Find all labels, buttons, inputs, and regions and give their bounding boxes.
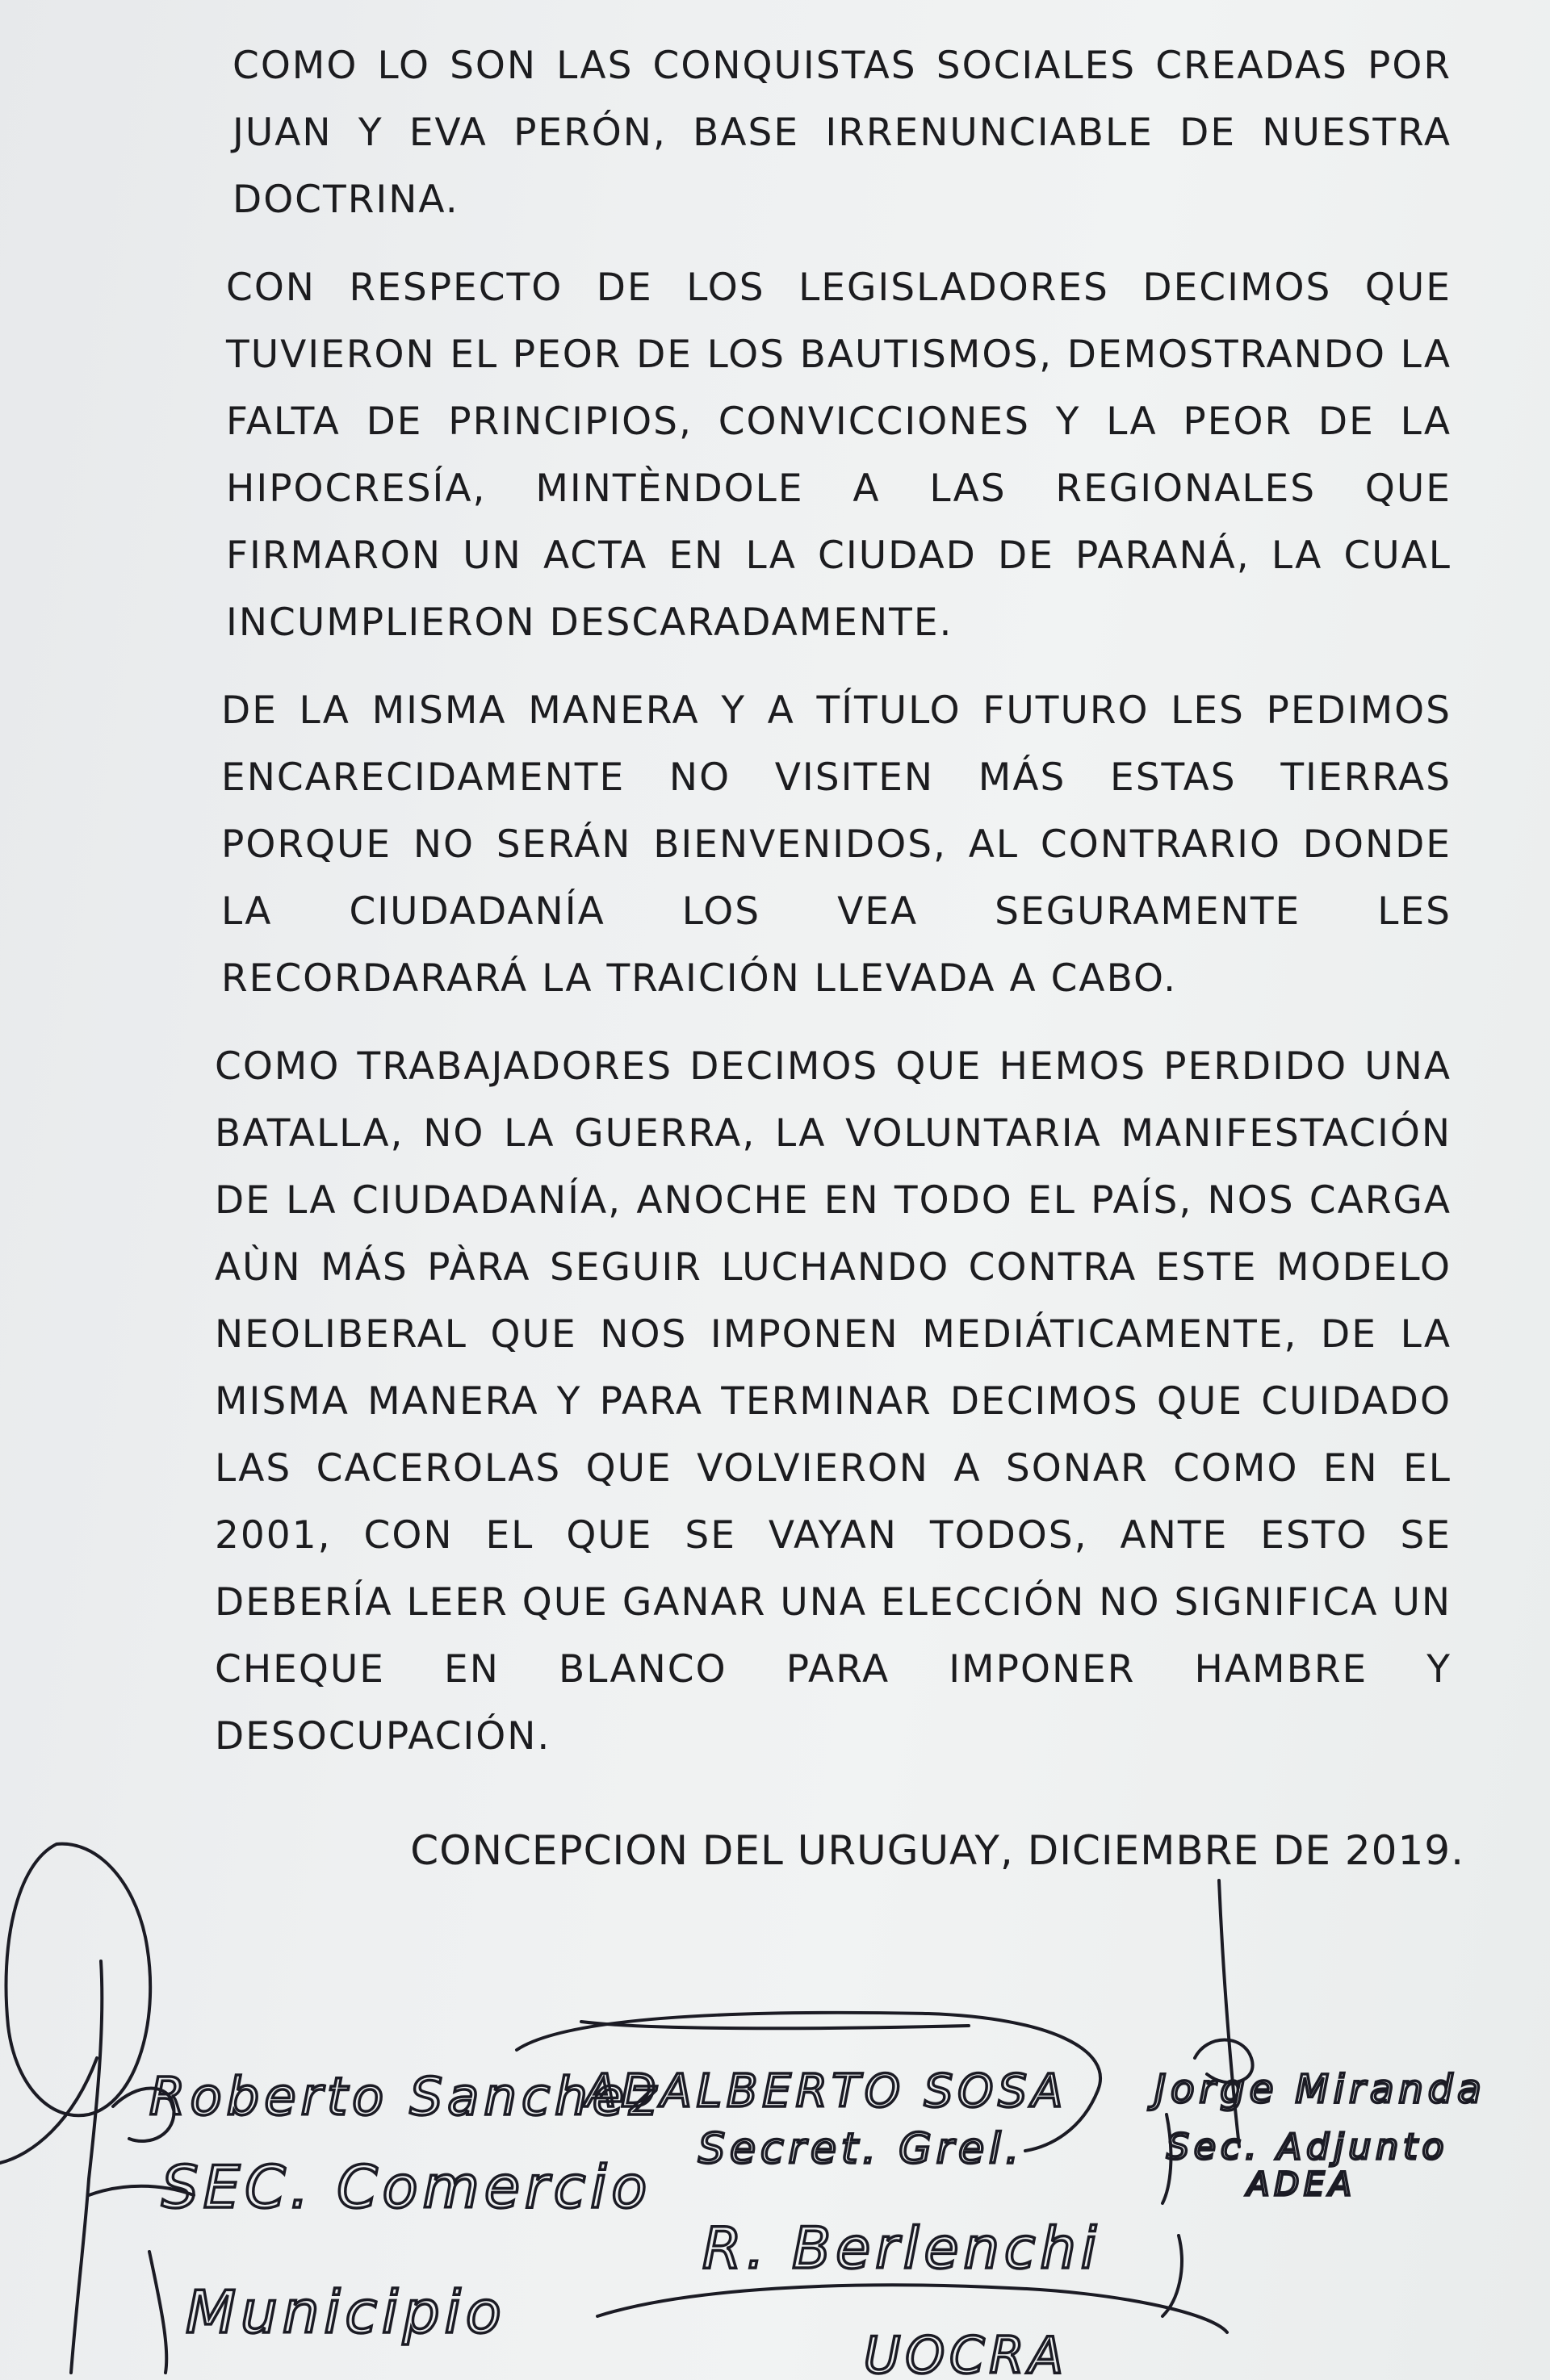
signature-right-extra: ADEA bbox=[1247, 2166, 1356, 2203]
signatures-area bbox=[0, 1816, 1550, 2380]
signature-left-extra: Municipio bbox=[186, 2278, 506, 2346]
place-and-date: CONCEPCION DEL URUGUAY, DICIEMBRE DE 2019. bbox=[410, 1827, 1464, 1874]
paragraph-4: COMO TRABAJADORES DECIMOS QUE HEMOS PERDIDO UNA BATALLA, NO LA GUERRA, LA VOLUNTARIA MANIFESTACIÓN DE LA CIUDADANÍA, ANOCHE EN TODO EL PAÍS, NOS CARGA AÙN MÁS PÀRA SEGUIR LUCHANDO CONTRA ESTE MODELO NEOLIBERAL QUE NOS IMPONEN MEDIÁTICAMENTE, DE LA MISMA MANERA Y PARA TERMINAR DECIMOS QUE CUIDADO LAS CACEROLAS QUE VOLVIERON A SONAR COMO EN EL 2001, CON EL QUE SE VAYAN TODOS, ANTE ESTO SE DEBERÍA LEER QUE GANAR UNA ELECCIÓN NO SIGNIFICA UN CHEQUE EN BLANCO PARA IMPONER HAMBRE Y DESOCUPACIÓN. bbox=[215, 1044, 1452, 1759]
signature-center bbox=[517, 2013, 1100, 2173]
signature-center-title: Secret. Grel. bbox=[698, 2125, 1024, 2173]
signature-left bbox=[0, 1844, 661, 2373]
document-body bbox=[208, 32, 1452, 1791]
signature-bottom-name: R. Berlenchi bbox=[702, 2215, 1102, 2282]
signature-right-name: Jorge Miranda bbox=[1154, 2067, 1486, 2112]
signatures-drawing bbox=[0, 1816, 1550, 2380]
paragraph-1: COMO LO SON LAS CONQUISTAS SOCIALES CREADAS POR JUAN Y EVA PERÓN, BASE IRRENUNCIABLE DE NUESTRA DOCTRINA. bbox=[232, 44, 1452, 222]
signature-bottom bbox=[597, 2215, 1227, 2380]
signature-left-title: SEC. Comercio bbox=[161, 2153, 652, 2221]
signature-right-title: Sec. Adjunto bbox=[1167, 2127, 1449, 2168]
signature-right bbox=[1148, 1880, 1486, 2203]
signature-bottom-title: UOCRA bbox=[864, 2326, 1068, 2380]
signature-left-name: Roberto Sanchez bbox=[149, 2068, 661, 2127]
paragraph-3: DE LA MISMA MANERA Y A TÍTULO FUTURO LES PEDIMOS ENCARECIDAMENTE NO VISITEN MÁS ESTAS TIERRAS PORQUE NO SERÁN BIENVENIDOS, AL CONTRARIO DONDE LA CIUDADANÍA LOS VEA SEGURAMENTE LES RECORDARARÁ LA TRAICIÓN LLEVADA A CABO. bbox=[221, 688, 1452, 1001]
paragraph-2: CON RESPECTO DE LOS LEGISLADORES DECIMOS QUE TUVIERON EL PEOR DE LOS BAUTISMOS, DEMOSTRANDO LA FALTA DE PRINCIPIOS, CONVICCIONES Y LA PEOR DE LA HIPOCRESÍA, MINTÈNDOLE A LAS REGIONALES QUE FIRMARON UN ACTA EN LA CIUDAD DE PARANÁ, LA CUAL INCUMPLIERON DESCARADAMENTE. bbox=[226, 266, 1452, 645]
signature-center-name: ADALBERTO SOSA bbox=[585, 2065, 1068, 2118]
